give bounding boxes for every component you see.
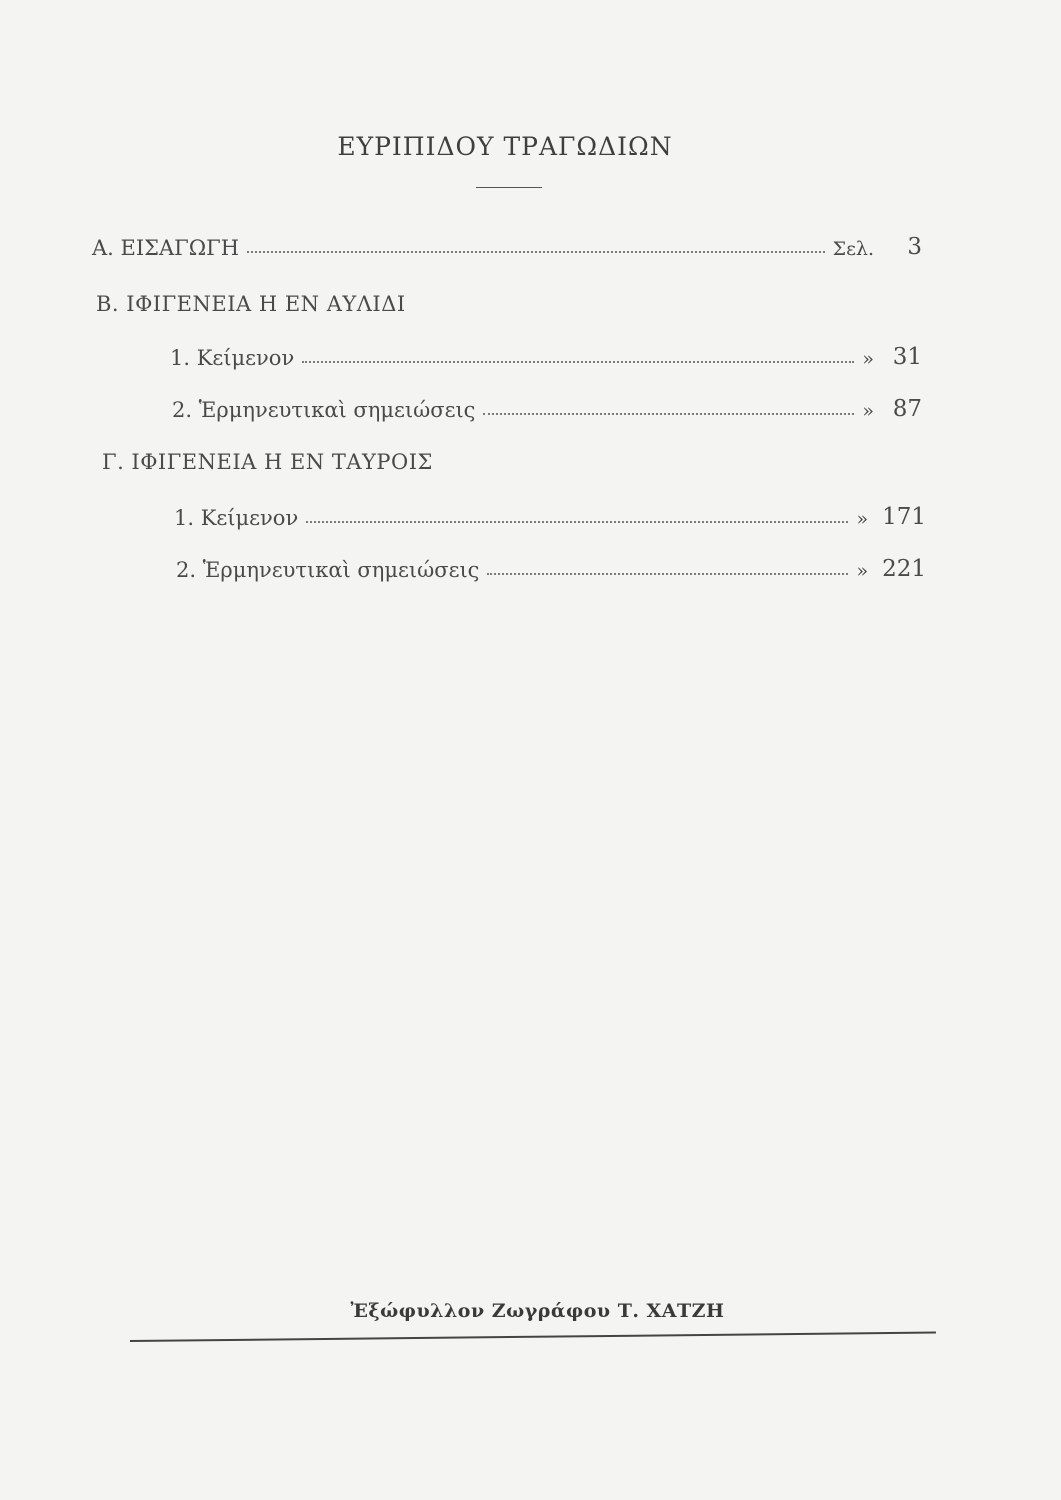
- page-prefix: Σελ.: [832, 238, 874, 260]
- dot-leader: [247, 251, 825, 253]
- dot-leader: [483, 413, 854, 415]
- page-number: 3: [907, 234, 922, 260]
- toc-page-ref: [856, 556, 926, 582]
- bottom-rule: [130, 1332, 936, 1342]
- dot-leader: [302, 361, 854, 363]
- page-title: ΕΥΡΙΠΙΔΟΥ ΤΡΑΓΩΔΙΩΝ: [337, 132, 673, 161]
- dot-leader: [487, 573, 848, 575]
- page-number: 221: [882, 556, 926, 582]
- toc-entry-label: 1. Κείμενον: [170, 346, 295, 370]
- title-divider: [476, 187, 542, 188]
- toc-entry-label: Α. ΕΙΣΑΓΩΓΗ: [92, 236, 240, 260]
- section-heading-c: Γ. ΙΦΙΓΕΝΕΙΑ Η ΕΝ ΤΑΥΡΟΙΣ: [102, 450, 433, 474]
- page-prefix: »: [856, 508, 869, 530]
- toc-entry-intro: [92, 224, 922, 260]
- page-number: 31: [892, 344, 922, 370]
- toc-entry-b2: [172, 386, 922, 422]
- page-prefix: »: [862, 400, 874, 422]
- dot-leader: [306, 521, 848, 523]
- toc-entry-c2: [176, 546, 926, 582]
- toc-entry-label: 1. Κείμενον: [174, 506, 299, 530]
- toc-entry-label: 2. Ἑρμηνευτικαὶ σημειώσεις: [172, 398, 476, 422]
- toc-entry-label: 2. Ἑρμηνευτικαὶ σημειώσεις: [176, 558, 480, 582]
- toc-entry-b1: [170, 334, 922, 370]
- section-heading-b: Β. ΙΦΙΓΕΝΕΙΑ Η ΕΝ ΑΥΛΙΔΙ: [96, 292, 406, 316]
- toc-page-ref: [833, 234, 922, 260]
- page-number: 87: [892, 396, 922, 422]
- page-prefix: »: [862, 348, 874, 370]
- toc-page-ref: [862, 396, 922, 422]
- toc-page-ref: [856, 504, 926, 530]
- cover-credit: Ἐξώφυλλον Ζωγράφου Τ. ΧΑΤΖΗ: [350, 1300, 725, 1322]
- page-number: 171: [882, 504, 926, 530]
- toc-entry-c1: [174, 494, 926, 530]
- toc-page-ref: [862, 344, 922, 370]
- page-prefix: »: [856, 560, 869, 582]
